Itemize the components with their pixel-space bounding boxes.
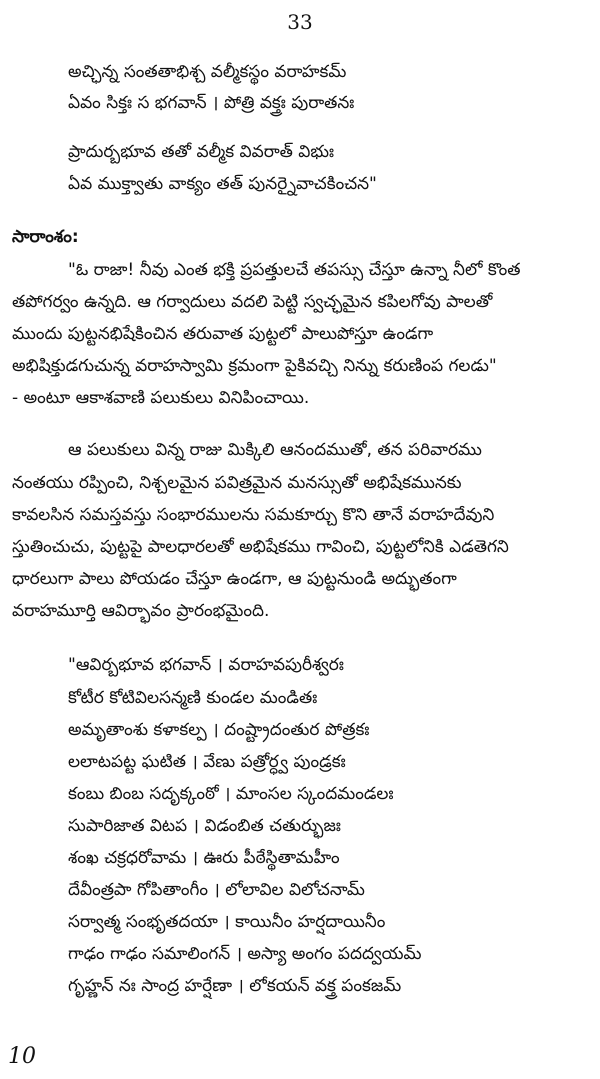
summary-heading: సారాంశం: xyxy=(12,227,79,247)
verse2-line-7: శంఖ చక్రధరోవామ । ఊరు పీఠేస్థితామహీం xyxy=(68,848,340,868)
verse2-line-2: కోటీర కోటివిలసన్మణి కుండల మండితః xyxy=(68,688,318,708)
verse1-line-4: ఏవ ముక్త్వాతు వాక్యం తత్ పునర్నైవాచకించన" xyxy=(68,174,377,194)
verse1-line-3: ప్రాదుర్బభూవ తతో వల్మీక వివరాత్ విభుః xyxy=(68,142,335,162)
summary-para2-line-3: కావలసిన సమస్తవస్తు సంభారములను సమకూర్చు కొని తానే వరాహదేవుని xyxy=(12,505,495,525)
summary-para2-line-5: ధారలుగా పాలు పోయడం చేస్తూ ఉండగా, ఆ పుట్టనుండి అద్భుతంగా xyxy=(12,569,457,589)
handwritten-page-note: 10 xyxy=(8,1044,36,1069)
verse2-line-8: దేవీంత్రపా గోపితాంగీం । లోలావిల విలోచనామ్ xyxy=(68,880,365,900)
verse2-line-3: అమృతాంశు కళాకల్ప । దంష్ట్రాదంతుర పోత్రకః xyxy=(68,720,370,740)
summary-para2-line-2: నంతయు రప్పించి, నిశ్చలమైన పవిత్రమైన మనస్సుతో అభిషేకమునకు xyxy=(12,473,462,493)
verse2-line-4: లలాటపట్ట ఘటిత । వేణు పత్రోర్ధ్వ పుండ్రకః xyxy=(68,752,346,772)
verse1-line-1: అచ్ఛిన్న సంతతాభిశ్చ వల్మీకస్థం వరాహకమ్ xyxy=(68,62,347,82)
verse2-line-11: గృహ్ణన్ నః సాంద్ర హర్షేణా । లోకయన్ వక్త్ర పంకజమ్ xyxy=(68,976,402,996)
verse2-line-5: కంబు బింబ సదృక్కంఠో । మాంసల స్కందమండలః xyxy=(68,784,394,804)
summary-para2-line-4: స్తుతించుచు, పుట్టపై పాలధారలతో అభిషేకము గావించి, పుట్టలోనికి ఎడతెగని xyxy=(12,537,509,557)
verse2-line-6: సుపారిజాత విటప । విడంబిత చతుర్భుజః xyxy=(68,816,341,836)
summary-para1-line-3: ముందు పుట్టనభిషేకించిన తరువాత పుట్టలో పాలుపోస్తూ ఉండగా xyxy=(12,324,434,344)
summary-para2-line-6: వరాహమూర్తి ఆవిర్భావం ప్రారంభమైంది. xyxy=(12,601,270,621)
verse2-line-10: గాఢం గాఢం సమాలింగన్ । అస్యా అంగం పదద్వయమ్ xyxy=(68,944,422,964)
summary-para2-line-1: ఆ పలుకులు విన్న రాజు మిక్కిలి ఆనందముతో, తన పరివారము xyxy=(68,440,482,460)
summary-para1-line-2: తపోగర్వం ఉన్నది. ఆ గర్వాదులు వదలి పెట్టి స్వచ్ఛమైన కపిలగోవు పాలతో xyxy=(12,292,493,312)
summary-para1-line-1: "ఓ రాజా! నీవు ఎంత భక్తి ప్రపత్తులచే తపస్సు చేస్తూ ఉన్నా నీలో కొంత xyxy=(68,260,521,280)
summary-para1-line-5: - అంటూ ఆకాశవాణి పలుకులు వినిపించాయి. xyxy=(12,388,310,408)
summary-para1-line-4: అభిషిక్తుడగుచున్న వరాహస్వామి క్రమంగా పైకివచ్చి నిన్ను కరుణింప గలడు" xyxy=(12,356,497,376)
page-number: 33 xyxy=(287,10,313,34)
verse2-line-1: "ఆవిర్బభూవ భగవాన్ । వరాహవపురీశ్వరః xyxy=(68,655,344,675)
verse1-line-2: ఏవం సిక్తః స భగవాన్ । పోత్రి వక్త్రః పురాతనః xyxy=(68,93,355,113)
verse2-line-9: సర్వాత్మ సంభృతదయా । కాయినీం హర్షదాయినీం xyxy=(68,912,386,932)
